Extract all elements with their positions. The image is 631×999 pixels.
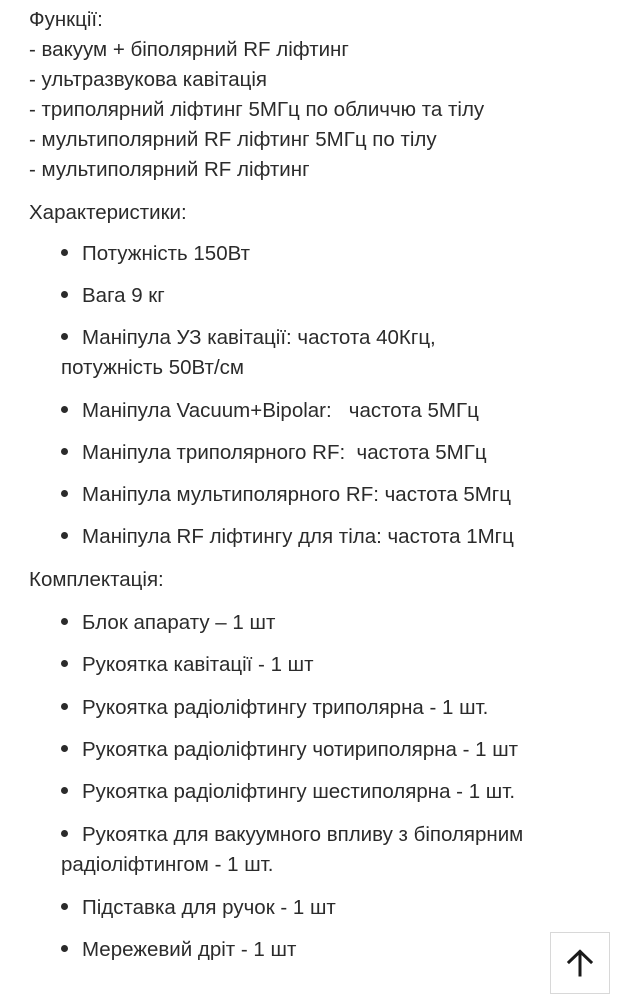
specs-heading: Характеристики: — [29, 201, 187, 224]
bullet-icon — [61, 703, 68, 710]
bullet-icon — [61, 249, 68, 256]
spec-item: Маніпула УЗ кавітації: частота 40Кгц, — [61, 323, 436, 353]
arrow-up-icon — [565, 948, 595, 978]
spec-item: Вага 9 кг — [61, 281, 165, 311]
function-item: - вакуум + біполярний RF ліфтинг — [29, 38, 349, 61]
function-item: - мультиполярний RF ліфтинг 5МГц по тілу — [29, 128, 437, 151]
spec-item: Потужність 150Вт — [61, 239, 250, 269]
kit-item: Рукоятка радіоліфтингу чотириполярна - 1 шт — [61, 735, 518, 765]
kit-item-continuation: радіоліфтингом - 1 шт. — [61, 853, 274, 876]
spec-item: Маніпула Vacuum+Bipolar: частота 5МГц — [61, 396, 479, 426]
bullet-icon — [61, 490, 68, 497]
bullet-icon — [61, 448, 68, 455]
bullet-icon — [61, 660, 68, 667]
spec-item-continuation: потужність 50Вт/см — [61, 356, 244, 379]
bullet-icon — [61, 333, 68, 340]
kit-item: Рукоятка кавітації - 1 шт — [61, 650, 314, 680]
function-item: - ультразвукова кавітація — [29, 68, 267, 91]
spec-item: Маніпула триполярного RF: частота 5МГц — [61, 438, 487, 468]
bullet-icon — [61, 903, 68, 910]
kit-item: Блок апарату – 1 шт — [61, 608, 275, 638]
spec-item: Маніпула мультиполярного RF: частота 5Мгц — [61, 480, 511, 510]
bullet-icon — [61, 787, 68, 794]
bullet-icon — [61, 406, 68, 413]
kit-item: Рукоятка для вакуумного впливу з біполярним — [61, 820, 523, 850]
bullet-icon — [61, 291, 68, 298]
spec-item: Маніпула RF ліфтингу для тіла: частота 1Мгц — [61, 522, 514, 552]
kit-item: Мережевий дріт - 1 шт — [61, 935, 296, 965]
bullet-icon — [61, 532, 68, 539]
scroll-to-top-button[interactable] — [550, 932, 610, 994]
kit-item: Рукоятка радіоліфтингу триполярна - 1 шт. — [61, 693, 488, 723]
function-item: - мультиполярний RF ліфтинг — [29, 158, 310, 181]
bullet-icon — [61, 618, 68, 625]
kit-item: Рукоятка радіоліфтингу шестиполярна - 1 шт. — [61, 777, 515, 807]
kit-item: Підставка для ручок - 1 шт — [61, 893, 336, 923]
function-item: - триполярний ліфтинг 5МГц по обличчю та тілу — [29, 98, 485, 121]
bullet-icon — [61, 945, 68, 952]
functions-heading: Функції: — [29, 8, 103, 31]
kit-heading: Комплектація: — [29, 568, 164, 591]
bullet-icon — [61, 830, 68, 837]
bullet-icon — [61, 745, 68, 752]
